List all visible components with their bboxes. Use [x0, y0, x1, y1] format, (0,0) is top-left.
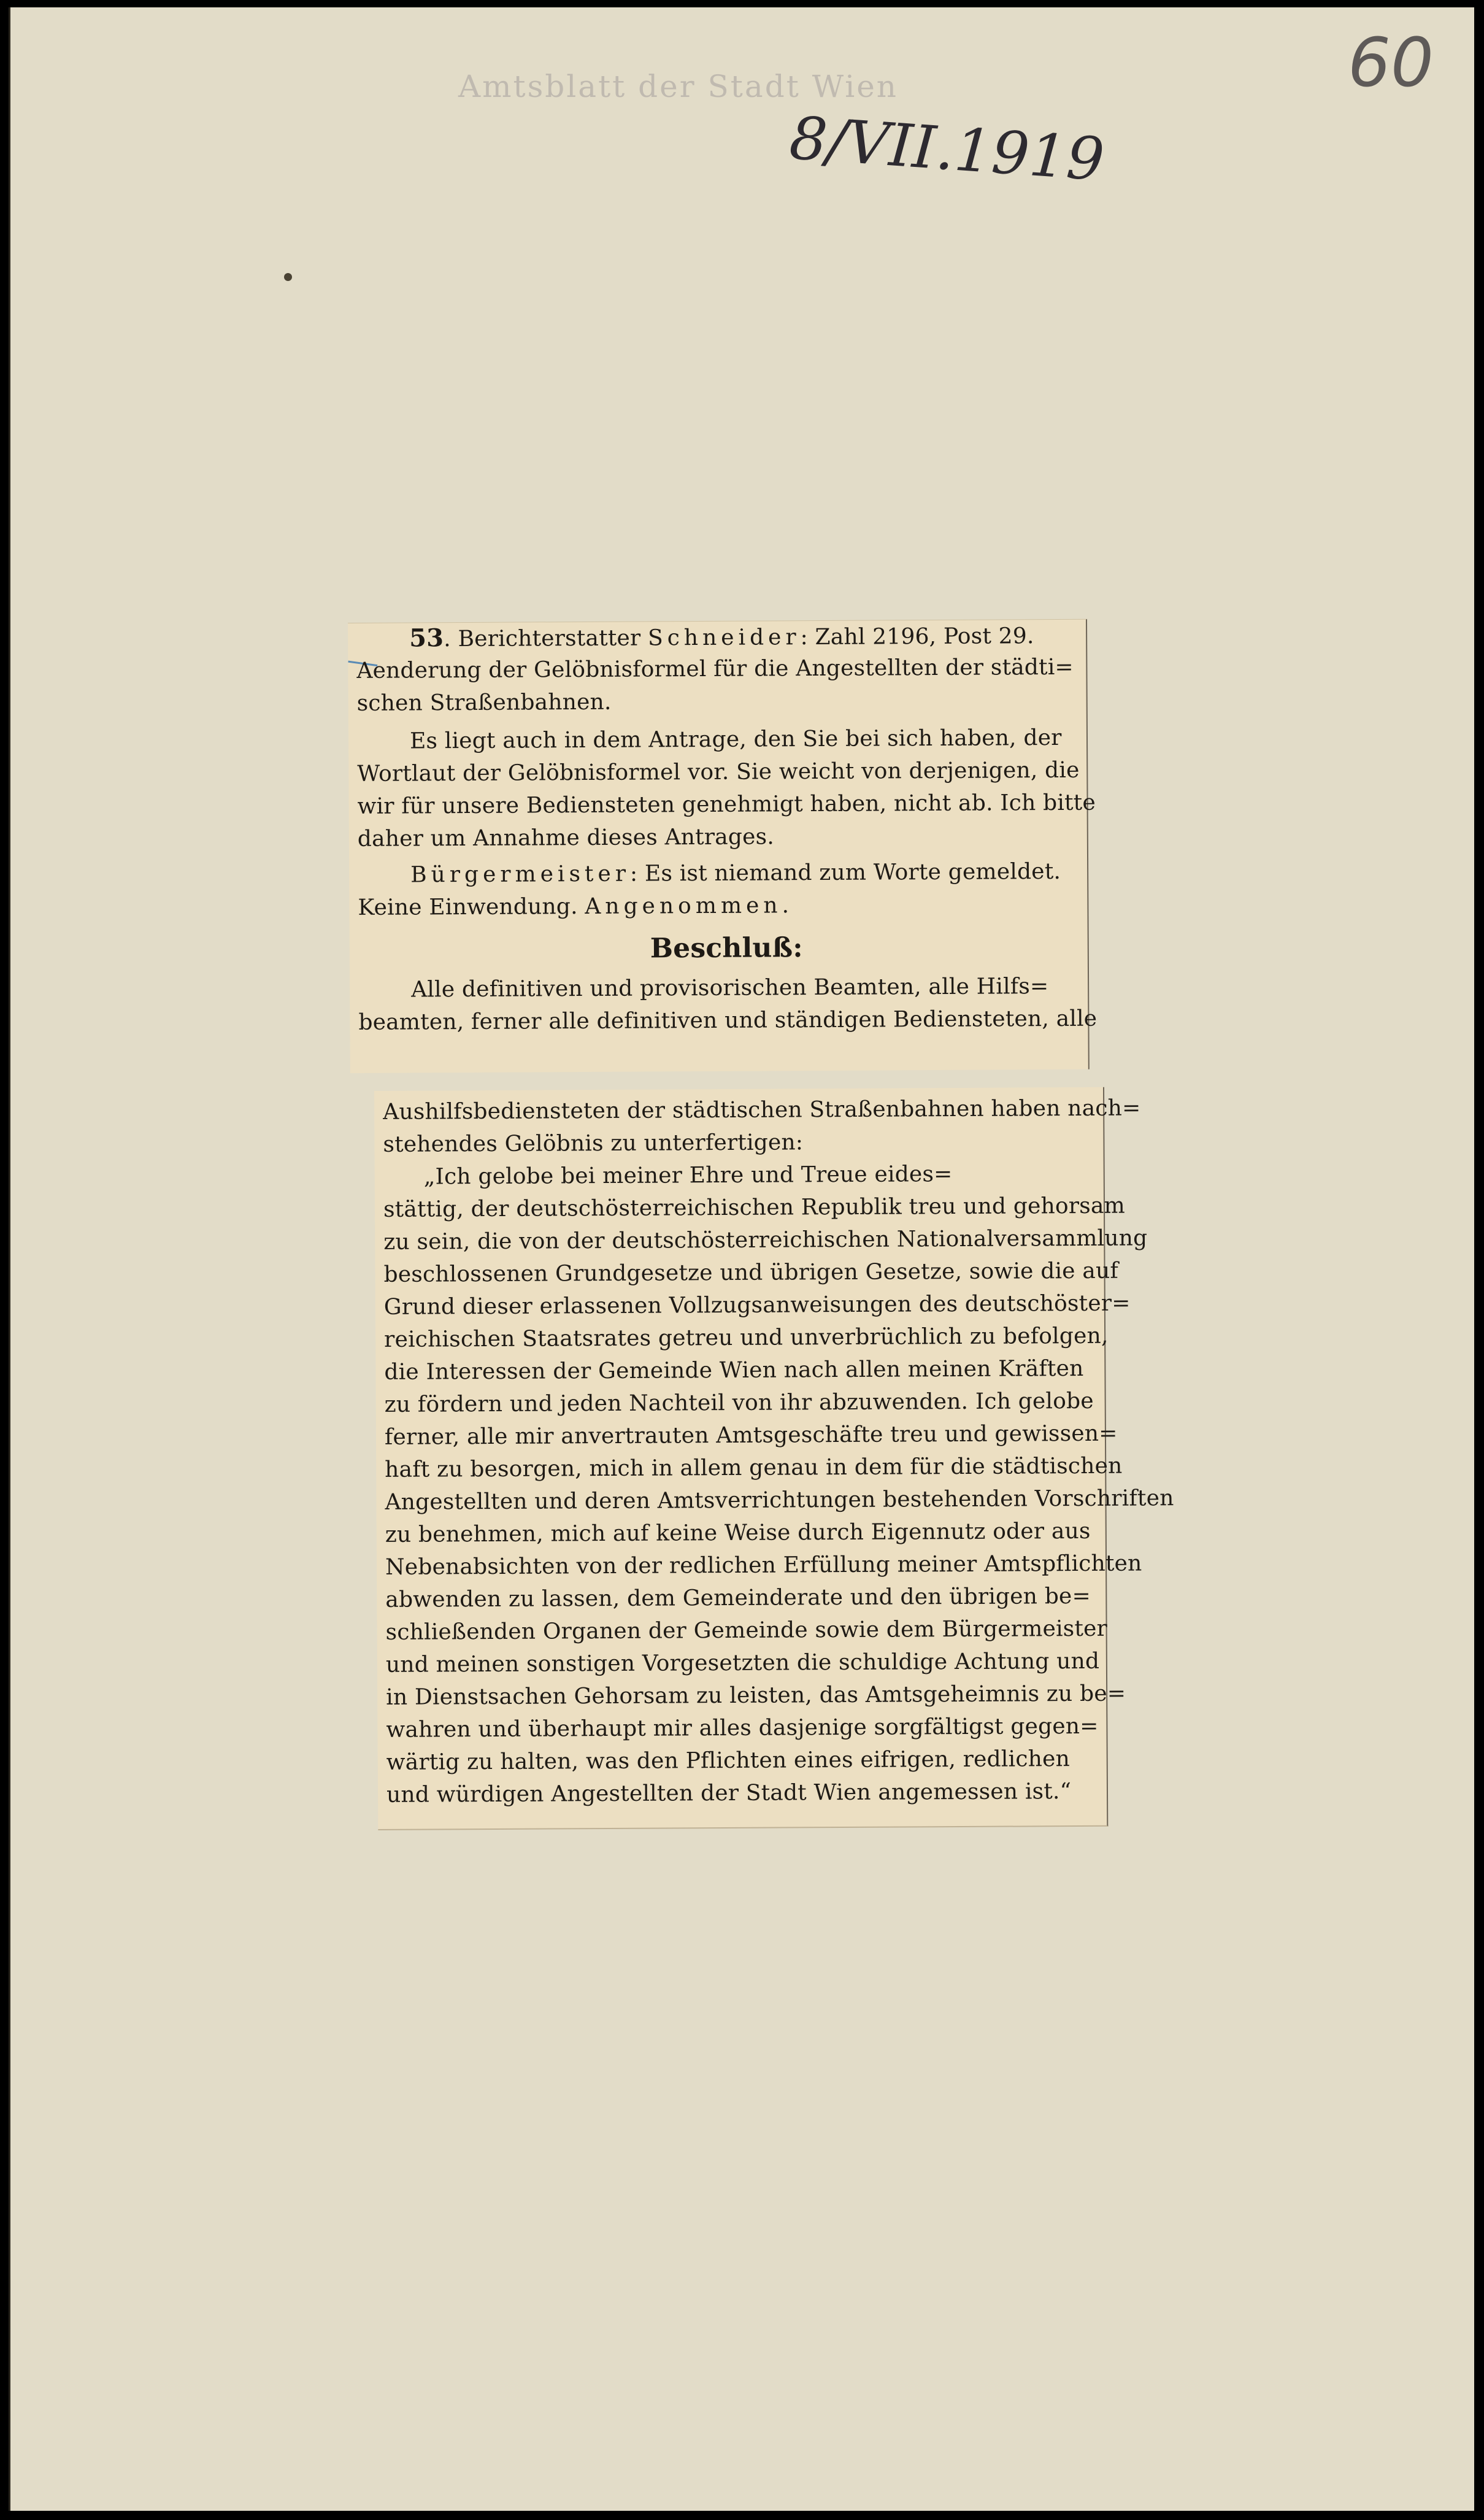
reporter-name: Schneider	[647, 625, 801, 651]
resolution-heading: Beschluß:	[650, 932, 803, 965]
oath-line: und würdigen Angestellten der Stadt Wien angemessen ist.“	[386, 1779, 1072, 1808]
item-heading-line: 53. Berichterstatter Schneider: Zahl 2196, Post 29.	[409, 623, 1034, 653]
oath-line: „Ich gelobe bei meiner Ehre und Treue eides=	[423, 1162, 953, 1190]
mayor-line	[410, 857, 1061, 891]
oath-line: und meinen sonstigen Vorgesetzten die schuldige Achtung und	[385, 1648, 1100, 1678]
oath-line: zu fördern und jeden Nachteil von ihr abzuwenden. Ich gelobe	[384, 1388, 1094, 1417]
subject-line: schen Straßenbahnen.	[356, 689, 612, 716]
oath-line: wahren und überhaupt mir alles dasjenige sorgfältigst gegen=	[386, 1713, 1099, 1743]
oath-line: zu sein, die von der deutschösterreichischen Nationalversammlung	[383, 1225, 1148, 1255]
oath-line: Angestellten und deren Amtsverrichtungen bestehenden Vorschriften	[385, 1485, 1174, 1515]
oath-line: ferner, alle mir anvertrauten Amtsgeschäfte treu und gewissen=	[384, 1420, 1118, 1450]
result-prefix: Keine Einwendung.	[358, 894, 578, 920]
oath-line: Grund dieser erlassenen Vollzugsanweisungen des deutschöster=	[383, 1290, 1131, 1320]
clipping-top	[348, 619, 1098, 1073]
reporter-label: Berichterstatter	[458, 625, 641, 652]
faded-stamp-text: Amtsblatt der Stadt Wien	[458, 69, 898, 104]
handwritten-date: 8/VII.1919	[787, 103, 1107, 195]
oath-line: stättig, der deutschösterreichischen Republik treu und gehorsam	[383, 1193, 1126, 1222]
oath-line: schließenden Organen der Gemeinde sowie dem Bürgermeister	[385, 1616, 1108, 1645]
oath-line: zu benehmen, mich auf keine Weise durch Eigennutz oder aus	[385, 1518, 1091, 1547]
report-line: Wortlaut der Gelöbnisformel vor. Sie weicht von derjenigen, die	[357, 757, 1080, 787]
subject-line: Aenderung der Gelöbnisformel für die Angestellten der städti=	[356, 654, 1074, 684]
report-line: daher um Annahme dieses Antrages.	[357, 824, 775, 852]
oath-line: abwenden zu lassen, dem Gemeinderate und den übrigen be=	[385, 1583, 1091, 1613]
oath-line: reichischen Staatsrates getreu und unverbrüchlich zu befolgen,	[384, 1323, 1109, 1352]
oath-line: Aushilfsbediensteten der städtischen Straßenbahnen haben nach=	[383, 1095, 1141, 1125]
clipping-bottom	[374, 1087, 1174, 1830]
oath-line: die Interessen der Gemeinde Wien nach allen meinen Kräften	[384, 1355, 1084, 1385]
resolution-line: beamten, ferner alle definitiven und ständigen Bediensteten, alle	[358, 1006, 1098, 1035]
item-reference: : Zahl 2196, Post 29.	[800, 623, 1034, 650]
ink-dot	[284, 273, 292, 281]
item-number: 53	[409, 623, 444, 653]
mayor-label: Bürgermeister	[410, 861, 631, 888]
oath-line: stehendes Gelöbnis zu unterfertigen:	[383, 1130, 804, 1157]
oath-line: beschlossenen Grundgesetze und übrigen Gesetze, sowie die auf	[383, 1258, 1119, 1287]
oath-line: wärtig zu halten, was den Pflichten eines eifrigen, redlichen	[386, 1746, 1071, 1775]
folio-number: 60	[1348, 23, 1434, 102]
result-line	[358, 890, 793, 923]
mayor-statement: : Es ist niemand zum Worte gemeldet.	[629, 858, 1061, 887]
result-word: Angenommen.	[585, 893, 794, 919]
resolution-line: Alle definitiven und provisorischen Beamten, alle Hilfs=	[411, 974, 1049, 1003]
report-line: wir für unsere Bediensteten genehmigt haben, nicht ab. Ich bitte	[357, 790, 1096, 819]
oath-line: in Dienstsachen Gehorsam zu leisten, das Amtsgeheimnis zu be=	[386, 1681, 1126, 1710]
oath-line: haft zu besorgen, mich in allem genau in dem für die städtischen	[385, 1453, 1123, 1482]
oath-line: Nebenabsichten von der redlichen Erfüllung meiner Amtspflichten	[385, 1551, 1142, 1580]
report-line: Es liegt auch in dem Antrage, den Sie bei sich haben, der	[409, 725, 1062, 754]
